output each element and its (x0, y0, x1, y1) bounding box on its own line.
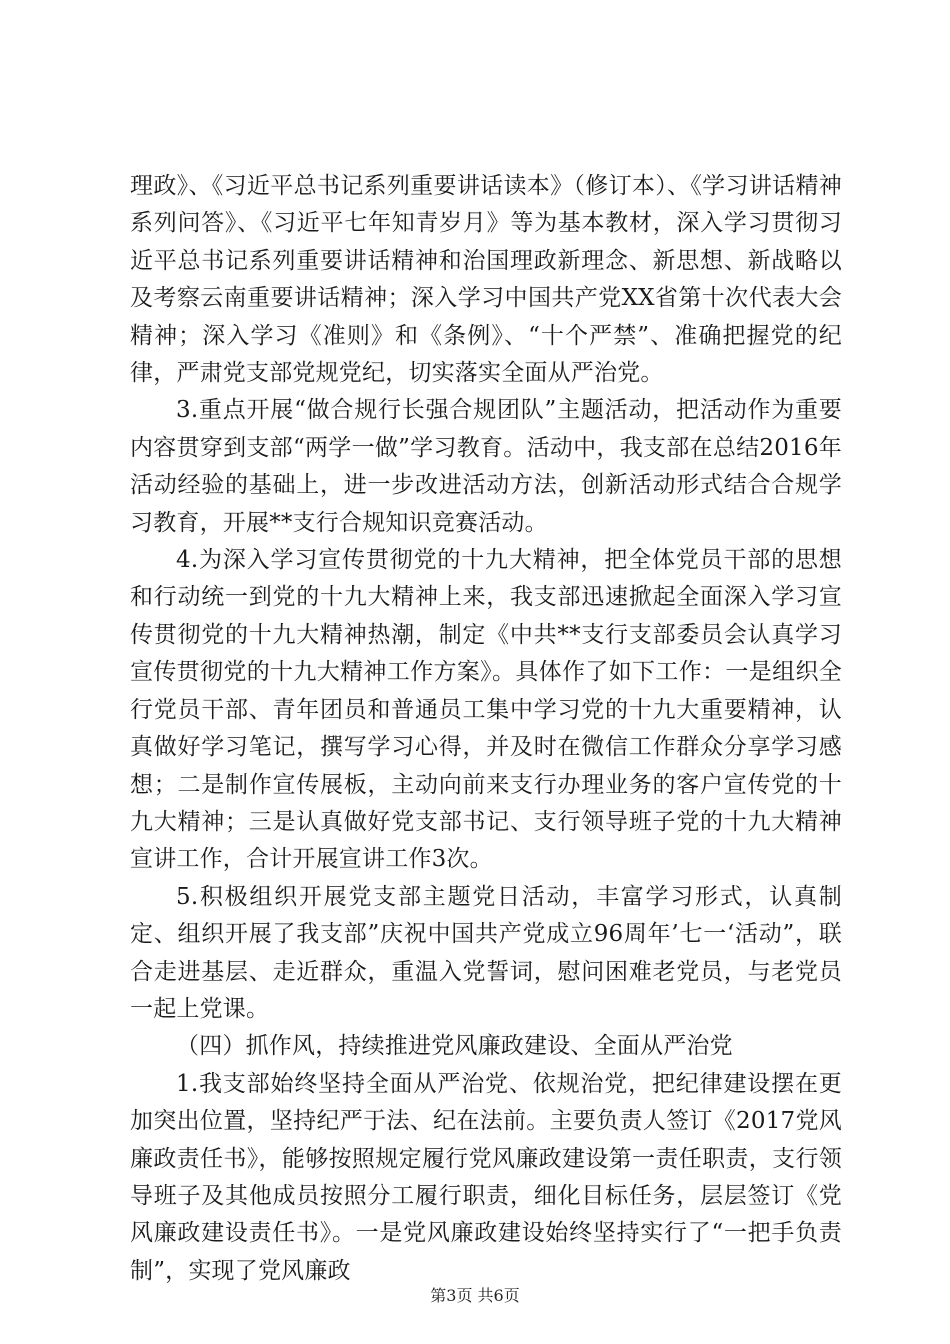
document-body (130, 168, 842, 1290)
page-number-footer: 第3页 共6页 (430, 1286, 520, 1305)
paragraph-item-3: 3.重点开展“做合规行长强合规团队”主题活动，把活动作为重要内容贯穿到支部“两学一做”学习教育。活动中，我支部在总结2016年活动经验的基础上，进一步改进活动方法，创新活动形式结合合规学习教育，开展**支行合规知识竞赛活动。 (130, 397, 842, 536)
paragraph-continuation: 理政》、《习近平总书记系列重要讲话读本》（修订本）、《学习讲话精神系列问答》、《习近平七年知青岁月》等为基本教材，深入学习贯彻习近平总书记系列重要讲话精神和治国理政新理念、新思想、新战略以及考察云南重要讲话精神；深入学习中国共产党XX省第十次代表大会精神；深入学习《准则》和《条例》、“十个严禁”、准确把握党的纪律，严肃党支部党规党纪，切实落实全面从严治党。 (130, 173, 842, 387)
section-heading: （四）抓作风，持续推进党风廉政建设、全面从严治党 (176, 1033, 733, 1060)
paragraph-item-4: 4.为深入学习宣传贯彻党的十九大精神，把全体党员干部的思想和行动统一到党的十九大精神上来，我支部迅速掀起全面深入学习宣传贯彻党的十九大精神热潮，制定《中共**支行支部委员会认真学习宣传贯彻党的十九大精神工作方案》。具体作了如下工作：一是组织全行党员干部、青年团员和普通员工集中学习党的十九大重要精神，认真做好学习笔记，撰写学习心得，并及时在微信工作群众分享学习感想；二是制作宣传展板，主动向前来支行办理业务的客户宣传党的十九大精神；三是认真做好党支部书记、支行领导班子党的十九大精神宣讲工作，合计开展宣讲工作3次。 (130, 547, 842, 873)
paragraph-item-5: 5.积极组织开展党支部主题党日活动，丰富学习形式，认真制定、组织开展了我支部”庆祝中国共产党成立96周年’七一‘活动”，联合走进基层、走近群众，重温入党誓词，慰问困难老党员，与老党员一起上党课。 (130, 883, 842, 1022)
paragraph-item-1: 1.我支部始终坚持全面从严治党、依规治党，把纪律建设摆在更加突出位置，坚持纪严于法、纪在法前。主要负责人签订《2017党风廉政责任书》，能够按照规定履行党风廉政建设第一责任职责，支行领导班子及其他成员按照分工履行职责，细化目标任务，层层签订《党风廉政建设责任书》。一是党风廉政建设始终坚持实行了“一把手负责制”，实现了党风廉政 (130, 1070, 842, 1284)
